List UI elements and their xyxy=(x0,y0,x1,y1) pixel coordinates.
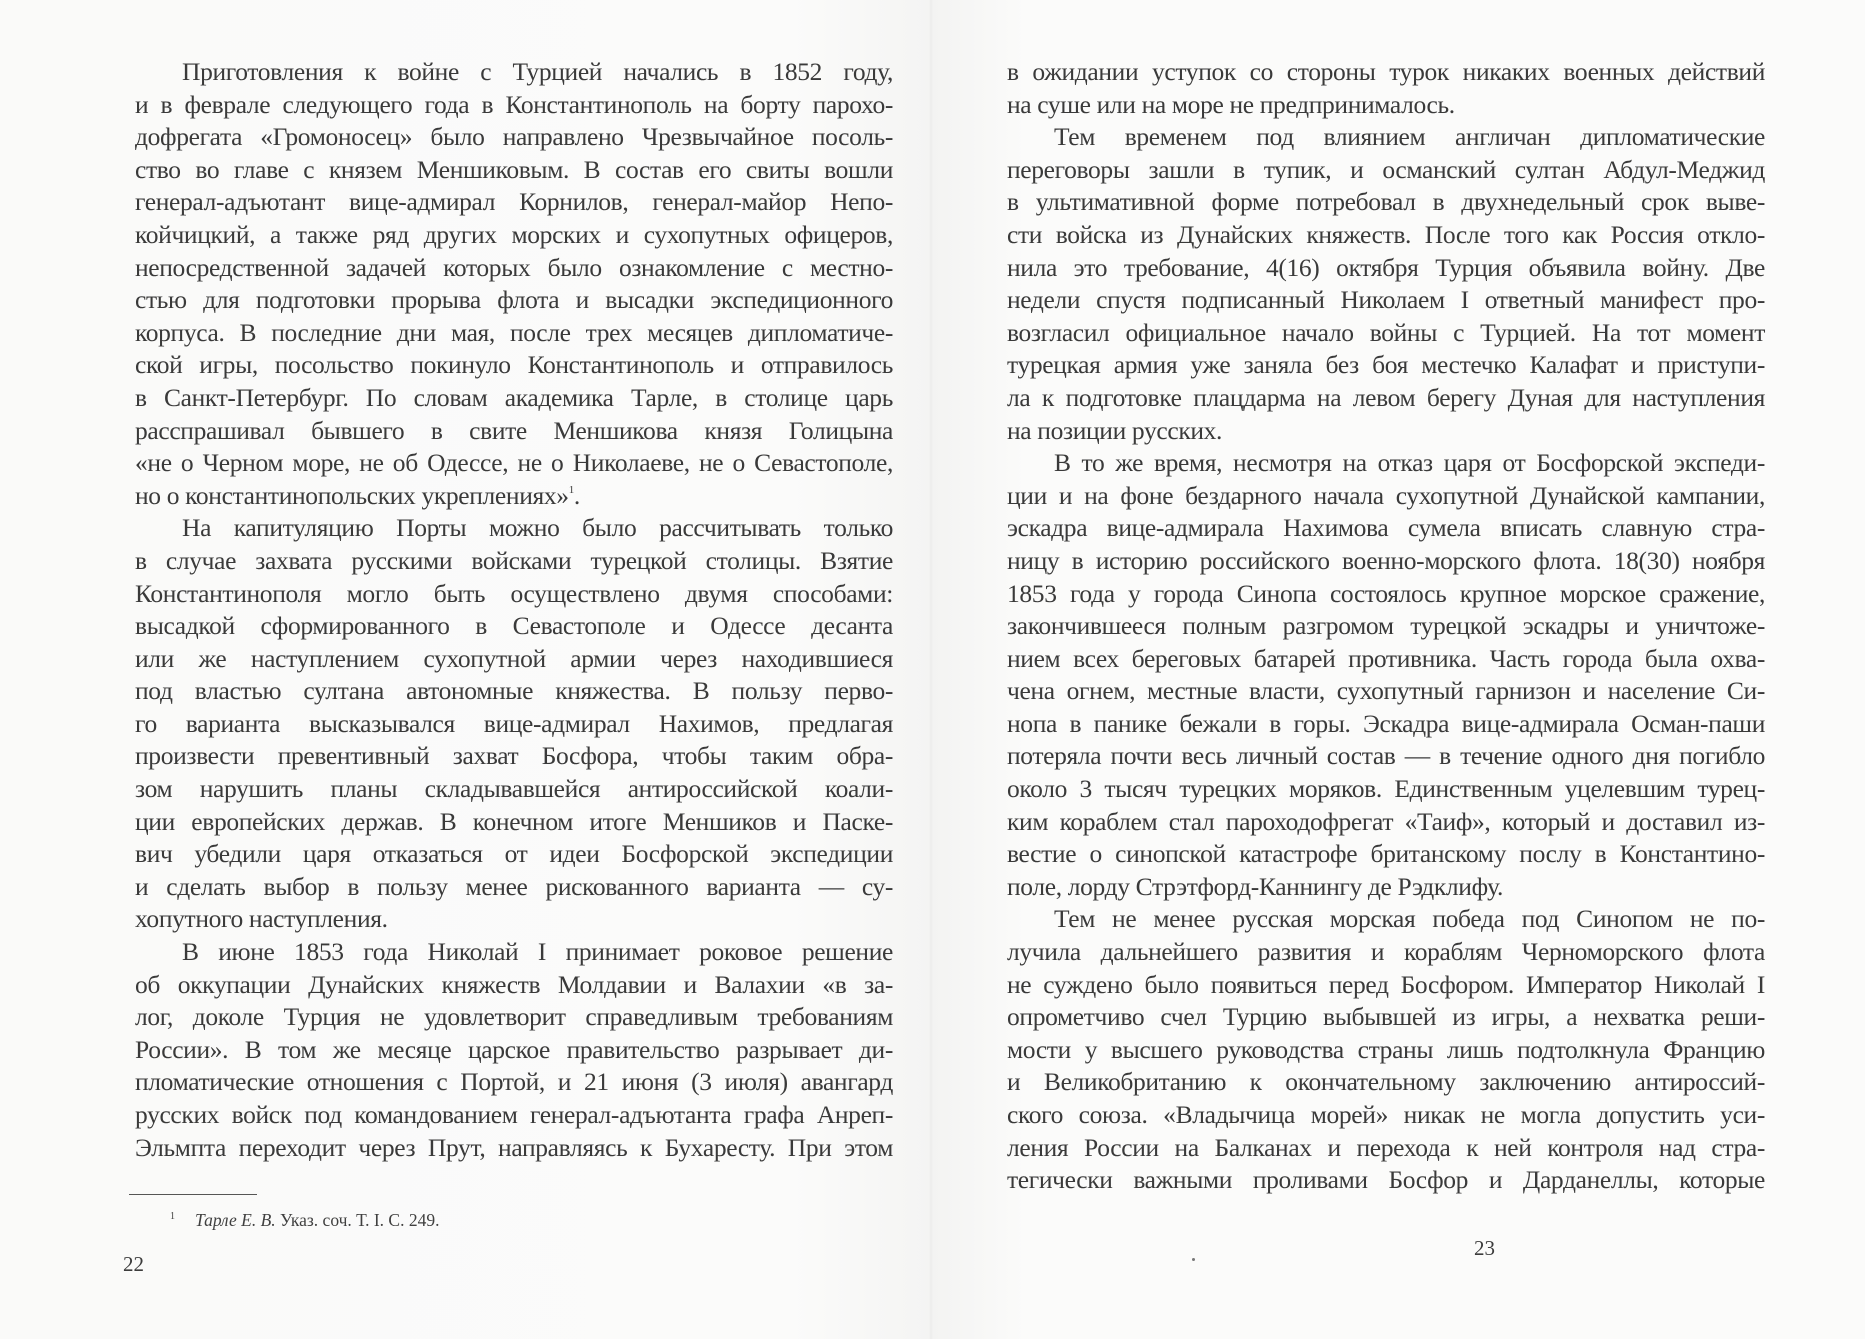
text-line xyxy=(1007,969,1765,1002)
text-line xyxy=(1007,675,1765,708)
text-line xyxy=(135,610,893,643)
text-line xyxy=(135,1066,893,1099)
text-line xyxy=(1007,382,1765,415)
text-line-content: Приготовления к войне с Турцией начались в 1852 году, xyxy=(182,57,893,86)
text-line-content: Тем временем под влиянием англичан дипломатические xyxy=(1054,122,1765,152)
text-line-content: ской игры, посольство покинуло Константинополь и отправилось xyxy=(135,350,893,380)
text-line xyxy=(1007,1034,1765,1067)
page-number-left: 22 xyxy=(123,1252,144,1276)
text-line-content: ции европейских держав. В конечном итоге Меншиков и Паске- xyxy=(135,806,893,836)
right-page-body-text xyxy=(1007,56,1765,1197)
text-line xyxy=(1007,447,1765,480)
text-line xyxy=(135,317,893,350)
left-page xyxy=(0,0,932,1339)
text-line-content: генерал-адъютант вице-адмирал Корнилов, генерал-майор Непо- xyxy=(135,187,893,217)
text-line xyxy=(135,480,893,513)
text-line xyxy=(1007,903,1765,936)
text-line xyxy=(1007,1164,1765,1197)
text-line-content: эскадра вице-адмирала Нахимова сумела вписать славную стра- xyxy=(1007,513,1765,543)
text-line-content: и Великобританию к окончательному заключению антироссий- xyxy=(1007,1067,1765,1097)
text-line-content: койчицкий, а также ряд других морских и сухопутных офицеров, xyxy=(135,219,893,249)
text-line xyxy=(135,871,893,904)
text-line-content: закончившееся полным разгромом турецкой эскадры и уничтоже- xyxy=(1007,611,1765,641)
left-page-body-text xyxy=(135,56,893,1164)
text-line-content: дофрегата «Громоносец» было направлено Чрезвычайное посоль- xyxy=(135,122,893,152)
text-line-content: на суше или на море не предпринималось. xyxy=(1007,89,1455,119)
text-line-content: «не о Черном море, не об Одессе, не о Николаеве, не о Севастополе, xyxy=(135,448,893,478)
text-line xyxy=(135,121,893,154)
text-line-content: стью для подготовки прорыва флота и высадки экспедиционного xyxy=(135,285,893,315)
text-line-content: ского союза. «Владычица морей» никак не могла допустить уси- xyxy=(1007,1100,1765,1129)
text-line-content: в Санкт-Петербург. По словам академика Тарле, в столице царь xyxy=(135,382,893,412)
text-line xyxy=(1007,284,1765,317)
text-line xyxy=(135,1001,893,1034)
text-line xyxy=(135,415,893,448)
text-line-content: об оккупации Дунайских княжеств Молдавии и Валахии «в за- xyxy=(135,969,893,999)
text-line-content: нием всех береговых батарей противника. Часть города была охва- xyxy=(1007,643,1765,673)
text-line xyxy=(135,1034,893,1067)
text-line xyxy=(1007,349,1765,382)
text-line xyxy=(135,186,893,219)
text-line xyxy=(1007,838,1765,871)
text-line xyxy=(1007,1132,1765,1165)
text-line xyxy=(135,675,893,708)
text-line-content: в ультимативной форме потребовал в двухнедельный срок выве- xyxy=(1007,187,1765,217)
text-line xyxy=(135,219,893,252)
text-line-content: переговоры зашли в тупик, и османский султан Абдул-Меджид xyxy=(1007,154,1765,184)
text-line-content: го варианта высказывался вице-адмирал Нахимов, предлагая xyxy=(135,708,893,738)
text-line-content: на позиции русских. xyxy=(1007,415,1223,445)
footnote-author: Тарле Е. В. xyxy=(195,1210,276,1230)
text-line-content: в ожидании уступок со стороны турок никаких военных действий xyxy=(1007,57,1765,86)
text-line-content: русских войск под командованием генерал-адъютанта графа Анреп- xyxy=(135,1100,893,1129)
text-line-suffix: . xyxy=(573,480,580,510)
text-line-content: лучила дальнейшего развития и кораблям Черноморского флота xyxy=(1007,937,1765,967)
text-line xyxy=(135,284,893,317)
text-line-content: корпуса. В последние дни мая, после трех месяцев дипломатиче- xyxy=(135,317,893,347)
text-line xyxy=(135,708,893,741)
text-line-content: произвести превентивный захват Босфора, чтобы таким обра- xyxy=(135,741,893,771)
text-line xyxy=(135,1132,893,1165)
text-line xyxy=(135,447,893,480)
text-line xyxy=(135,89,893,122)
text-line-content: и в феврале следующего года в Константинополь на борту парохо- xyxy=(135,89,893,119)
text-line-content: пломатические отношения с Портой, и 21 июня (3 июля) авангард xyxy=(135,1067,893,1097)
text-line xyxy=(1007,610,1765,643)
text-line-content: Тем не менее русская морская победа под Синопом не по- xyxy=(1054,904,1765,934)
text-line xyxy=(135,252,893,285)
text-line-content: В то же время, несмотря на отказ царя от Босфорской экспеди- xyxy=(1054,448,1765,478)
text-line-content: ницу в историю российского военно-морского флота. 18(30) ноября xyxy=(1007,545,1765,575)
text-line-content: недели спустя подписанный Николаем I ответный манифест про- xyxy=(1007,285,1765,315)
text-line-content: ла к подготовке плацдарма на левом берегу Дуная для наступления xyxy=(1007,382,1765,412)
text-line xyxy=(135,382,893,415)
text-line xyxy=(1007,936,1765,969)
text-line-content: ции и на фоне бездарного начала сухопутной Дунайской кампании, xyxy=(1007,480,1765,510)
text-line xyxy=(135,578,893,611)
text-line-content: но о константинопольских укреплениях» xyxy=(135,480,569,510)
text-line xyxy=(1007,154,1765,187)
text-line-content: На капитуляцию Порты можно было рассчитывать только xyxy=(182,513,893,543)
text-line xyxy=(1007,773,1765,806)
text-line-content: сти войска из Дунайских княжеств. После того как Россия откло- xyxy=(1007,219,1765,249)
text-line-content: поле, лорду Стрэтфорд-Каннингу де Рэдклифу. xyxy=(1007,871,1504,901)
text-line xyxy=(1007,89,1765,122)
text-line xyxy=(1007,1001,1765,1034)
text-line-content: потеряла почти весь личный состав — в течение одного дня погибло xyxy=(1007,741,1765,771)
text-line-content: вестие о синопской катастрофе британскому послу в Константино- xyxy=(1007,839,1765,869)
text-line-content: ким кораблем стал пароходофрегат «Таиф», который и доставил из- xyxy=(1007,806,1765,836)
text-line xyxy=(1007,252,1765,285)
text-line xyxy=(1007,415,1765,448)
text-line-content: возгласил официальное начало войны с Турцией. На тот момент xyxy=(1007,317,1765,347)
text-line-content: высадкой сформированного в Севастополе и Одессе десанта xyxy=(135,611,893,641)
text-line xyxy=(135,806,893,839)
footnote-text: Указ. соч. Т. I. С. 249. xyxy=(275,1210,440,1230)
text-line-content: мости у высшего руководства страны лишь подтолкнула Францию xyxy=(1007,1034,1765,1064)
text-line xyxy=(135,643,893,676)
text-line xyxy=(135,936,893,969)
text-line xyxy=(1007,871,1765,904)
text-line-content: тегически важными проливами Босфор и Дарданеллы, которые xyxy=(1007,1165,1765,1195)
text-line xyxy=(1007,708,1765,741)
text-line-content: и сделать выбор в пользу менее рискованного варианта — су- xyxy=(135,871,893,901)
text-line-content: Константинополя могло быть осуществлено двумя способами: xyxy=(135,578,893,608)
text-line-content: В июне 1853 года Николай I принимает роковое решение xyxy=(182,937,893,967)
text-line-content: вич убедили царя отказаться от идеи Босфорской экспедиции xyxy=(135,839,893,869)
paper-speck xyxy=(1192,1258,1195,1261)
text-line xyxy=(135,740,893,773)
text-line-content: лог, доколе Турция не удовлетворит справедливым требованиям xyxy=(135,1002,893,1032)
text-line xyxy=(1007,480,1765,513)
text-line-content: непосредственной задачей которых было ознакомление с местно- xyxy=(135,252,893,282)
text-line xyxy=(1007,1066,1765,1099)
text-line-content: турецкая армия уже заняла без боя местечко Калафат и приступи- xyxy=(1007,350,1765,380)
text-line xyxy=(135,349,893,382)
text-line xyxy=(1007,56,1765,89)
text-line-content: чена огнем, местные власти, сухопутный гарнизон и население Си- xyxy=(1007,676,1765,706)
text-line-content: опрометчиво счел Турцию выбывшей из игры, а нехватка реши- xyxy=(1007,1002,1765,1032)
footnote-number: 1 xyxy=(170,1211,175,1222)
text-line-content: не суждено было появиться перед Босфором. Император Николай I xyxy=(1007,969,1765,999)
text-line xyxy=(135,154,893,187)
text-line-content: около 3 тысяч турецких моряков. Единственным уцелевшим турец- xyxy=(1007,774,1765,804)
text-line xyxy=(135,545,893,578)
text-line-content: нопа в панике бежали в горы. Эскадра вице-адмирала Осман-паши xyxy=(1007,708,1765,738)
page-number-right: 23 xyxy=(1474,1236,1495,1260)
text-line-content: ления России на Балканах и перехода к ней контроля над стра- xyxy=(1007,1132,1765,1162)
text-line-content: нила это требование, 4(16) октября Турция объявила войну. Две xyxy=(1007,252,1765,282)
text-line xyxy=(135,512,893,545)
footnote xyxy=(170,1206,439,1231)
text-line xyxy=(1007,1099,1765,1132)
text-line xyxy=(135,838,893,871)
footnote-reference[interactable]: 1 xyxy=(568,483,574,496)
text-line-content: хопутного наступления. xyxy=(135,904,388,934)
text-line-content: ство во главе с князем Меншиковым. В состав его свиты вошли xyxy=(135,154,893,184)
text-line-content: Эльмпта переходит через Прут, направляясь к Бухаресту. При этом xyxy=(135,1132,893,1162)
text-line-content: или же наступлением сухопутной армии через находившиеся xyxy=(135,643,893,673)
text-line xyxy=(135,773,893,806)
text-line-content: под властью султана автономные княжества. В пользу перво- xyxy=(135,676,893,706)
book-gutter xyxy=(929,0,933,1339)
text-line xyxy=(1007,186,1765,219)
text-line xyxy=(1007,219,1765,252)
text-line xyxy=(135,1099,893,1132)
text-line-content: в случае захвата русскими войсками турецкой столицы. Взятие xyxy=(135,545,893,575)
text-line xyxy=(1007,578,1765,611)
text-line-content: России». В том же месяце царское правительство разрывает ди- xyxy=(135,1034,893,1064)
text-line xyxy=(1007,512,1765,545)
text-line-content: 1853 года у города Синопа состоялось крупное морское сражение, xyxy=(1007,578,1765,608)
text-line xyxy=(1007,121,1765,154)
text-line xyxy=(1007,545,1765,578)
right-page xyxy=(932,0,1865,1339)
text-line xyxy=(135,969,893,1002)
text-line xyxy=(135,903,893,936)
text-line xyxy=(1007,643,1765,676)
text-line-content: расспрашивал бывшего в свите Меншикова князя Голицына xyxy=(135,415,893,445)
text-line xyxy=(1007,740,1765,773)
text-line xyxy=(1007,806,1765,839)
text-line xyxy=(1007,317,1765,350)
text-line-content: зом нарушить планы складывавшейся антироссийской коали- xyxy=(135,774,893,804)
footnote-separator xyxy=(129,1194,257,1195)
text-line xyxy=(135,56,893,89)
